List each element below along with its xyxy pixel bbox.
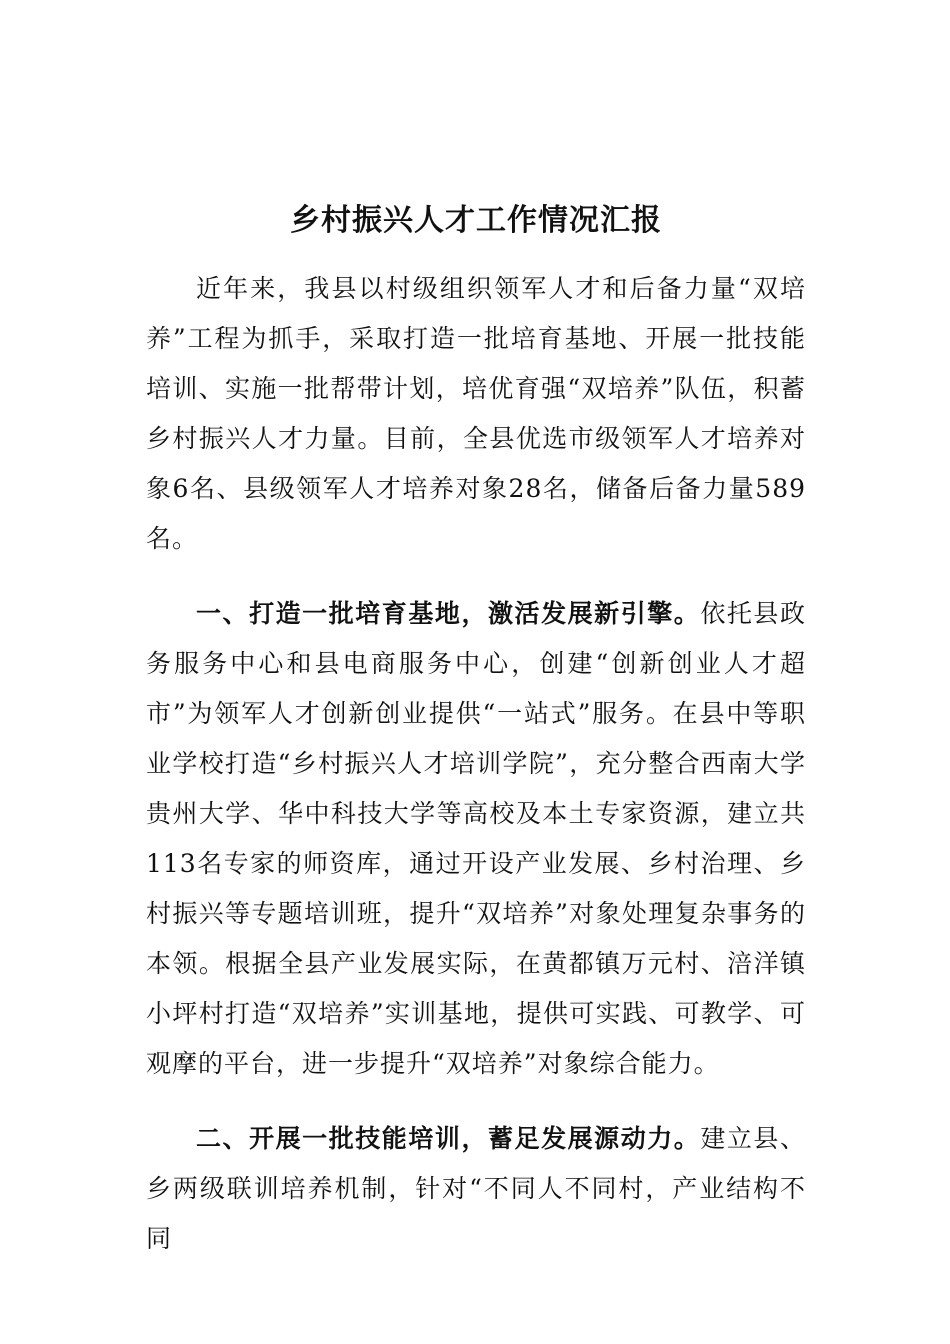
section-2-paragraph bbox=[146, 1114, 806, 1264]
intro-paragraph: 近年来，我县以村级组织领军人才和后备力量“双培养”工程为抓手，采取打造一批培育基地、开展一批技能培训、实施一批帮带计划，培优育强“双培养”队伍，积蓄乡村振兴人才力量。目前，全县优选市级领军人才培养对象6名、县级领军人才培养对象28名，储备后备力量589名。 bbox=[146, 274, 806, 553]
document-page bbox=[146, 198, 806, 1289]
section-2-body: 建立县、乡两级联训培养机制，针对“不同人不同村，产业结构不同 bbox=[146, 1124, 806, 1253]
section-1-paragraph bbox=[146, 589, 806, 1089]
document-title: 乡村振兴人才工作情况汇报 bbox=[290, 203, 662, 238]
section-1-body: 依托县政务服务中心和县电商服务中心，创建“创新创业人才超市”为领军人才创新创业提供“一站式”服务。在县中等职业学校打造“乡村振兴人才培训学院”，充分整合西南大学贵州大学、华中科技大学等高校及本土专家资源，建立共113名专家的师资库，通过开设产业发展、乡村治理、乡村振兴等专题培训班，提升“双培养”对象处理复杂事务的本领。根据全县产业发展实际，在黄都镇万元村、涪洋镇小坪村打造“双培养”实训基地，提供可实践、可教学、可观摩的平台，进一步提升“双培养”对象综合能力。 bbox=[146, 599, 806, 1078]
section-2-heading: 二、开展一批技能培训，蓄足发展源动力。 bbox=[196, 1124, 701, 1153]
section-1-heading: 一、打造一批培育基地，激活发展新引擎。 bbox=[196, 599, 701, 628]
